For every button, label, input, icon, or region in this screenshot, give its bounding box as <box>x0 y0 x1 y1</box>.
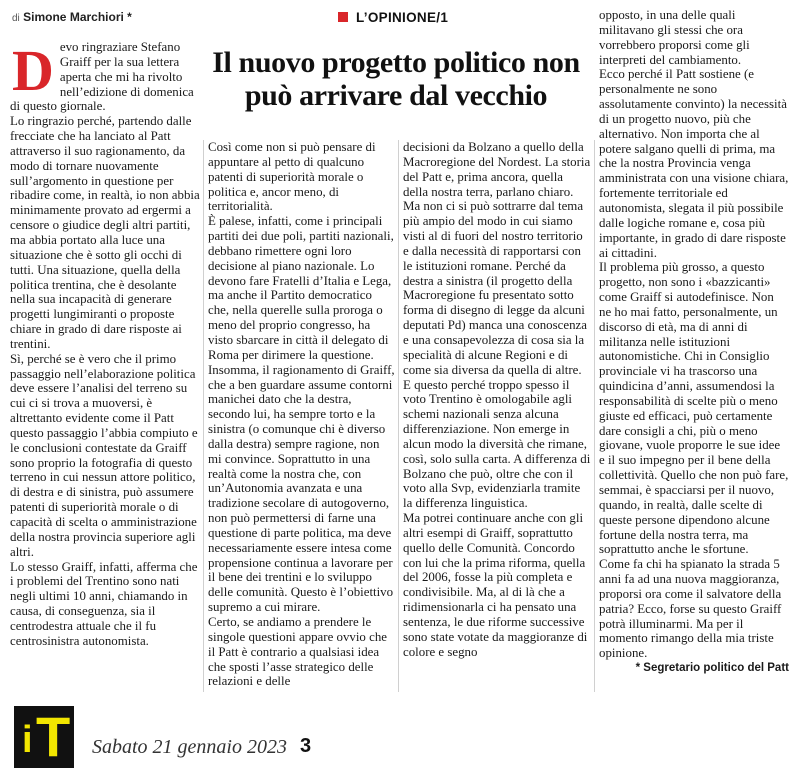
issue-date: Sabato 21 gennaio 2023 <box>92 736 287 758</box>
article-column-2 <box>208 140 396 689</box>
paragraph: Ecco perché il Patt sostiene (e personalmente ne sono assolutamente convinto) la necessità di un progetto nuovo, più che alternativo. Non importa che al potere salgano quelli di prima, ma che la nostra Provincia venga amministrata con una visione chiara, fortemente territoriale ed autonomista, slegata il più possibile dalle logiche romane e, cosa più importante, in grado di dare risposte ai cittadini. <box>599 67 789 260</box>
paragraph: Ma potrei continuare anche con gli altri esempi di Graiff, soprattutto quello delle Comunità. Concordo con lui che la prima riforma, quella del 2006, fosse la più completa e condivisibile. Ma, al di là che a ridimensionarla ci ha pensato una sentenza, le due riforme successive sono state votate da maggioranze di colore e segno <box>403 511 588 659</box>
byline-prefix: di <box>12 13 20 24</box>
paragraph: Lo ringrazio perché, partendo dalle frecciate che ha lanciato al Patt attraverso il suo ragionamento, da modo di tornare nuovamente sull’argomento in questione per ribadire come, in realtà, io non abbia minimamente provato ad ergermi a censore o giudice degli altri partiti, ma abbia portato alla luce una situazione che è sotto gli occhi di tutti. Una situazione, quella della politica trentina, che è desolante nella sua incapacità di generare progetti lungimiranti o proposte chiare in grado di dare risposte ai trentini. <box>10 114 200 351</box>
section-rubric <box>338 10 448 25</box>
byline <box>12 10 132 24</box>
rubric-label: L’OPINIONE/1 <box>356 10 449 25</box>
column-divider <box>203 140 204 692</box>
page-number: 3 <box>300 735 312 757</box>
paragraph: Certo, se andiamo a prendere le singole questioni appare ovvio che il Patt è contrario a qualsiasi idea che sposti l’asse strategico delle relazioni e delle <box>208 615 387 689</box>
article-column-4 <box>599 8 789 676</box>
article-column-3 <box>403 140 591 660</box>
newspaper-logo <box>14 706 74 768</box>
headline: Il nuovo progetto politico non può arrivare dal vecchio <box>212 46 580 112</box>
paragraph: opposto, in una delle quali militavano gli stessi che ora vorrebbero proporsi come gli interpreti del cambiamento. <box>599 8 750 67</box>
paragraph: Insomma, il ragionamento di Graiff, che a ben guardare assume contorni manichei dato che la destra, secondo lui, ha sempre torto e la sinistra (o comunque chi è diverso dalla destra) sempre ragione, non mi convince. Soprattutto in una realtà come la nostra che, con un’Autonomia avanzata e una tradizione secolare di autogoverno, non può permettersi di farne una questione di parte politica, ma deve necessariamente essere intesa come propensione continua a lavorare per il bene dei trentini e lo sviluppo delle comunità. Questo è l’obiettivo supremo a cui mirare. <box>208 362 395 615</box>
rubric-square-icon <box>338 12 348 22</box>
author-name: Simone Marchiori * <box>23 10 132 24</box>
paragraph: Così come non si può pensare di appuntare al petto di qualcuno patenti di superiorità morale o politica e, ancor meno, di territorialità. <box>208 140 376 214</box>
paragraph: evo ringraziare Stefano Graiff per la sua lettera aperta che mi ha rivolto nell’edizione di domenica di questo giornale. <box>10 40 194 114</box>
dropcap: D <box>12 38 54 103</box>
paragraph: Il problema più grosso, a questo progetto, non sono i «bazzicanti» come Graiff si autodefinisce. Non ne ho mai fatto, personalmente, un discorso di età, ma di anni di militanza nelle istituzioni autonomistiche. Chi in Consiglio provinciale vi ha trascorso una quindicina d’anni, assumendosi la responsabilità di scelte più o meno giuste ed efficaci, può certamente dare consigli a chi, più o meno giovane, vuole proporre le sue idee e il suo impegno per il bene della collettività. Quello che non può fare, semmai, è spacciarsi per il nuovo, quando, in realtà, dalle scelte di queste persone dipendono alcune fortune della nostra terra, ma soprattutto anche le sfortune. <box>599 260 789 557</box>
logo-letter-t: T <box>36 705 71 768</box>
paragraph: Come fa chi ha spianato la strada 5 anni fa ad una nuova maggioranza, proporsi ora come il salvatore della patria? Ecco, forse su questo Graiff potrà illuminarmi. Ma per il momento rimango della mia triste opinione. <box>599 557 782 661</box>
logo-letter-i: i <box>22 719 33 761</box>
paragraph: Sì, perché se è vero che il primo passaggio nell’elaborazione politica deve essere l’analisi del terreno su cui ci si trova a muoversi, è altrettanto evidente come il Patt questo passaggio l’abbia compiuto e le conclusioni contestate da Graiff sono proprio la fotografia di questo terreno in cui nessun attore politico, di destra e di sinistra, può assumere patenti di superiorità morale o di capacità di scelta o amministrazione della nostra provincia superiore agli altri. <box>10 351 198 559</box>
paragraph: decisioni da Bolzano a quello della Macroregione del Nordest. La storia del Patt e, prima ancora, quella della nostra terra, parlano chiaro. Ma non ci si può sottrarre dal tema più ampio del modo in cui siamo visti al di fuori del nostro territorio e dalla necessità di rapportarsi con le istituzioni romane. Perché da destra a sinistra (il progetto della Macroregione fu presentato sotto forma di disegno di legge da alcuni deputati Pd) manca una conoscenza e una consapevolezza di cosa sia la specialità di alcune Regioni e di come sia diversa da quella di altre. E questo perché troppo spesso il voto Trentino è omologabile agli schemi nazionali senza alcuna differenziazione. Non emerge in alcun modo la diversità che rimane, così, solo sulla carta. A differenza di Bolzano che può, oltre che con il voto alla Svp, evidenziarla tramite la differenza linguistica. <box>403 140 591 511</box>
paragraph: Lo stesso Graiff, infatti, afferma che i problemi del Trentino sono nati negli ultimi 10 anni, chiamando in causa, di conseguenza, sia il centrodestra attuale che il fu centrosinistra autonomista. <box>10 559 198 648</box>
author-signature: * Segretario politico del Patt <box>635 662 789 675</box>
paragraph: È palese, infatti, come i principali partiti dei due poli, partiti nazionali, debbano rimettere ogni loro decisione al piano nazionale. Lo devono fare Fratelli d’Italia e Lega, ma anche il Partito democratico che, nella querelle sulla proroga o meno del proprio congresso, ha visto sbarcare in città il delegato di Roma per dirimere la questione. <box>208 214 394 362</box>
column-divider <box>594 140 595 692</box>
column-divider <box>398 140 399 692</box>
article-column-1 <box>10 40 200 649</box>
